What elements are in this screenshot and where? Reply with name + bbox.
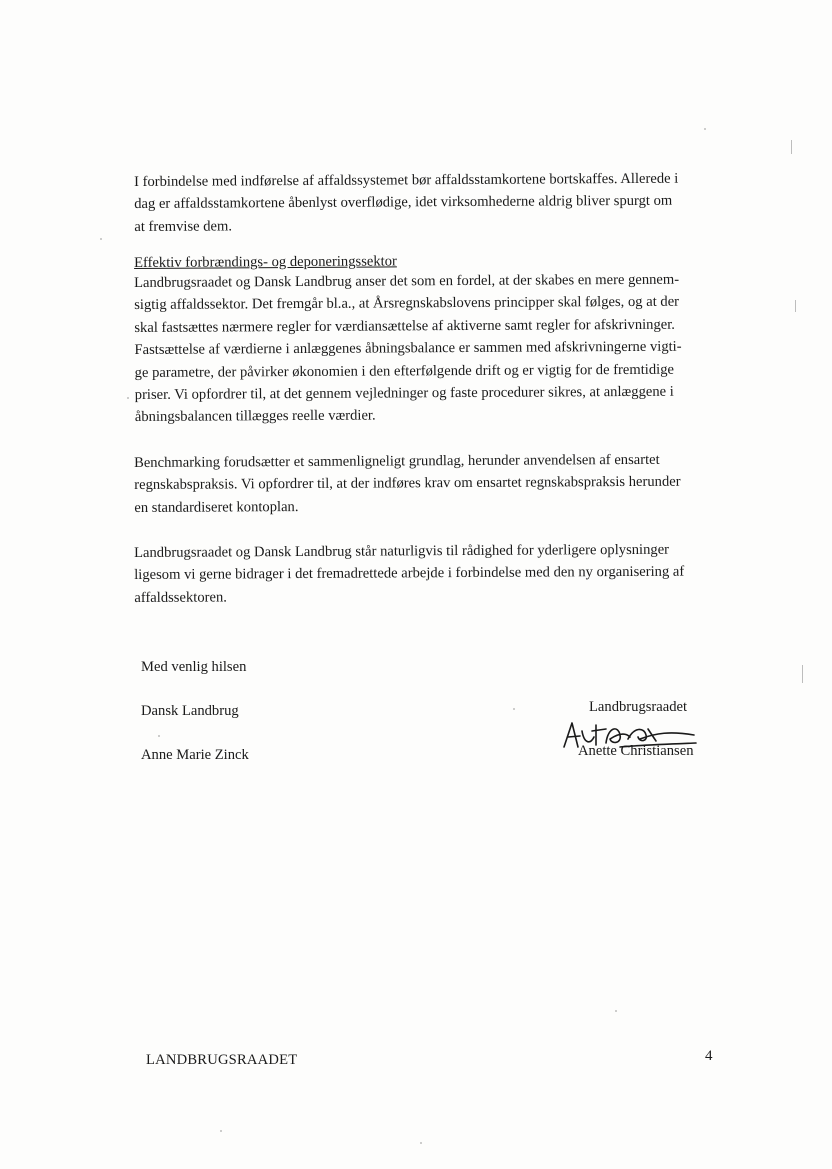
signatory-name-right: Anette Christiansen	[578, 743, 694, 759]
paragraph-line: ligesom vi gerne bidrager i det fremadrettede arbejde i forbindelse med den ny organisering af	[134, 564, 685, 584]
scan-speck	[802, 665, 803, 683]
paragraph-line: at fremvise dem.	[134, 218, 233, 235]
section-paragraph-1	[134, 268, 711, 428]
paragraph-line: Fastsættelse af værdierne i anlæggenes åbningsbalance er sammen med afskrivningerne vigti-	[134, 338, 682, 359]
paragraph-line: Benchmarking forudsætter et sammenligneligt grundlag, herunder anvendelsen af ensartet	[134, 451, 660, 471]
paragraph-line: sigtig affaldssektor. Det fremgår bl.a., at Årsregnskabslovens principper skal følges, og at der	[134, 294, 680, 314]
paragraph-line: åbningsbalancen tillægges reelle værdier.	[134, 407, 376, 426]
scan-speck	[704, 128, 706, 130]
section-paragraph-2	[134, 448, 710, 519]
paragraph-line: Landbrugsraadet og Dansk Landbrug anser det som en fordel, at der skabes en mere gennem-	[134, 271, 680, 291]
scan-speck	[795, 300, 796, 312]
scan-speck	[791, 140, 792, 154]
scan-speck	[100, 238, 102, 240]
paragraph-line: I forbindelse med indførelse af affaldssystemet bør affaldsstamkortene bortskaffes. Allerede i	[134, 170, 679, 190]
section-heading: Effektiv forbrændings- og deponeringssektor	[134, 253, 397, 271]
scan-speck	[513, 708, 515, 710]
paragraph-line: regnskabspraksis. Vi opfordrer til, at der indføres krav om ensartet regnskabspraksis herunder	[134, 474, 681, 494]
signatory-org-right: Landbrugsraadet	[589, 699, 688, 715]
paragraph-line: dag er affaldsstamkortene åbenlyst overflødige, idet virksomhederne aldrig bliver spurgt om	[134, 193, 673, 213]
intro-paragraph	[134, 167, 710, 238]
scan-speck	[158, 735, 160, 737]
scan-speck	[420, 1142, 422, 1144]
paragraph-line: Landbrugsraadet og Dansk Landbrug står naturligvis til rådighed for yderligere oplysninger	[134, 541, 670, 561]
scan-speck	[127, 397, 129, 399]
paragraph-line: en standardiseret kontoplan.	[134, 498, 299, 516]
closing-greeting: Med venlig hilsen	[141, 659, 247, 675]
section-paragraph-3	[134, 538, 710, 609]
paragraph-line: affaldssektoren.	[134, 589, 227, 606]
signatory-org-left: Dansk Landbrug	[141, 703, 239, 719]
footer-organization: LANDBRUGSRAADET	[146, 1052, 298, 1068]
paragraph-line: priser. Vi opfordrer til, at det gennem vejledninger og faste procedurer sikres, at anlæggene i	[134, 383, 674, 404]
signatory-name-left: Anne Marie Zinck	[141, 747, 249, 763]
scan-speck	[220, 1130, 222, 1132]
scan-speck	[615, 1010, 617, 1012]
paragraph-line: ge parametre, der påvirker økonomien i den efterfølgende drift og er vigtig for de fremtidige	[134, 361, 675, 381]
page-number: 4	[705, 1048, 713, 1064]
paragraph-line: skal fastsættes nærmere regler for værdiansættelse af aktiverne samt regler for afskrivninger.	[134, 316, 675, 336]
